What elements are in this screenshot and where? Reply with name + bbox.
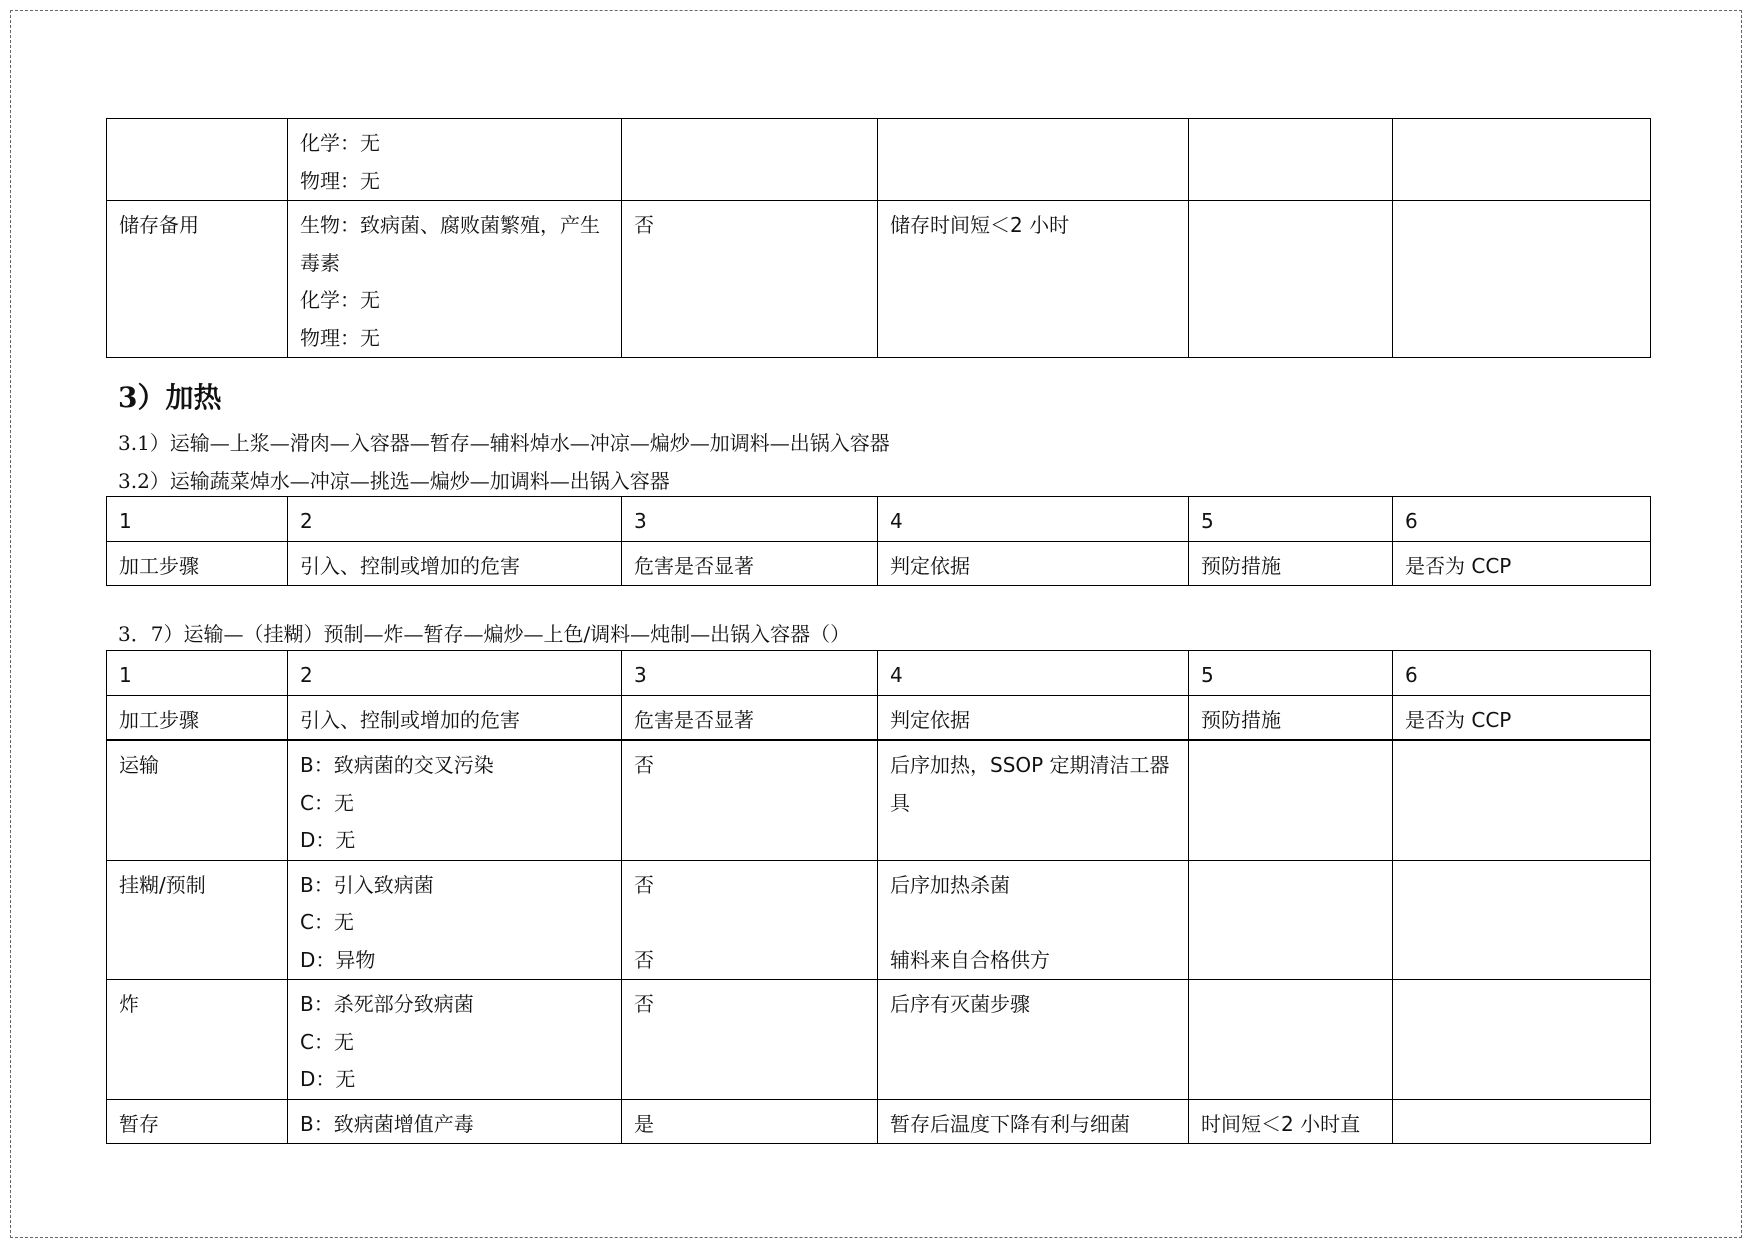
column-number: 5	[1189, 497, 1393, 542]
hazard-table-header-only	[106, 496, 1651, 586]
column-number: 3	[622, 651, 878, 696]
basis-line: 后序加热杀菌	[890, 872, 1010, 897]
hazard-cell	[288, 980, 622, 1100]
column-header: 加工步骤	[107, 541, 288, 586]
hazard-cell	[288, 1099, 622, 1144]
table-row	[107, 860, 1651, 980]
basis-cell	[878, 119, 1189, 201]
ccp-cell	[1393, 201, 1651, 358]
hazard-line: B：引入致病菌	[300, 872, 434, 897]
table-row	[107, 201, 1651, 358]
process-flow-2: 3.2）运输蔬菜焯水—冲凉—挑选—煸炒—加调料—出锅入容器	[118, 469, 670, 493]
column-header: 引入、控制或增加的危害	[288, 695, 622, 740]
hazard-line: C：无	[300, 790, 354, 815]
hazard-line: 化学：无	[300, 131, 380, 155]
step-cell	[107, 119, 288, 201]
step-cell: 炸	[107, 980, 288, 1100]
ccp-cell	[1393, 1099, 1651, 1144]
column-number-row	[107, 651, 1651, 696]
basis-cell	[878, 740, 1189, 860]
section-heading: 3）加热	[118, 381, 222, 414]
basis-line: 后序有灭菌步骤	[890, 992, 1030, 1016]
measures-cell	[1189, 119, 1393, 201]
basis-line: 后序加热，SSOP 定期清洁工器具	[890, 753, 1170, 815]
hazard-line: C：无	[300, 910, 354, 934]
hazard-cell	[288, 740, 622, 860]
hazard-line: C：无	[300, 1029, 354, 1054]
line-spacer	[890, 904, 1176, 942]
column-header-row	[107, 695, 1651, 740]
measures-cell	[1189, 740, 1393, 860]
hazard-line: 生物：致病菌、腐败菌繁殖，产生毒素	[300, 213, 600, 275]
hazard-line: 化学：无	[300, 288, 380, 312]
significance-line: 否	[634, 753, 654, 777]
hazard-cell	[288, 201, 622, 358]
hazard-table-continued	[106, 118, 1651, 358]
measures-cell	[1189, 201, 1393, 358]
table-row	[107, 740, 1651, 860]
ccp-cell	[1393, 119, 1651, 201]
hazard-table-frying	[106, 650, 1651, 1144]
table-row	[107, 980, 1651, 1100]
hazard-line: B：致病菌的交叉污染	[300, 753, 494, 777]
column-number: 4	[878, 651, 1189, 696]
significance-cell: 否	[622, 201, 878, 358]
line-spacer	[634, 904, 865, 942]
significance-cell	[622, 860, 878, 980]
column-header: 引入、控制或增加的危害	[288, 541, 622, 586]
hazard-line: D：异物	[300, 947, 376, 972]
column-number-row	[107, 497, 1651, 542]
basis-cell	[878, 860, 1189, 980]
hazard-line: B：致病菌增值产毒	[300, 1111, 474, 1136]
basis-line: 辅料来自合格供方	[890, 947, 1050, 972]
column-number: 2	[288, 651, 622, 696]
hazard-line: D：无	[300, 828, 356, 852]
column-header: 判定依据	[878, 695, 1189, 740]
column-header: 是否为 CCP	[1393, 541, 1651, 586]
table-row	[107, 119, 1651, 201]
step-cell: 挂糊/预制	[107, 860, 288, 980]
process-flow-3: 3．7）运输—（挂糊）预制—炸—暂存—煸炒—上色/调料—炖制—出锅入容器（）	[118, 622, 851, 646]
significance-cell	[622, 1099, 878, 1144]
significance-line: 否	[634, 872, 654, 897]
column-header: 是否为 CCP	[1393, 695, 1651, 740]
column-number: 6	[1393, 651, 1651, 696]
hazard-line: 物理：无	[300, 168, 380, 193]
column-header: 预防措施	[1189, 541, 1393, 586]
step-cell: 储存备用	[107, 201, 288, 358]
column-header: 加工步骤	[107, 695, 288, 740]
measures-cell	[1189, 860, 1393, 980]
significance-line: 否	[634, 947, 654, 972]
column-number: 2	[288, 497, 622, 542]
column-number: 1	[107, 497, 288, 542]
significance-line: 是	[634, 1111, 654, 1136]
hazard-line: D：无	[300, 1067, 356, 1091]
hazard-line: 物理：无	[300, 325, 380, 350]
column-number: 5	[1189, 651, 1393, 696]
hazard-line: B：杀死部分致病菌	[300, 992, 474, 1016]
column-number: 6	[1393, 497, 1651, 542]
step-cell: 暂存	[107, 1099, 288, 1144]
measures-cell	[1189, 980, 1393, 1100]
column-header-row	[107, 541, 1651, 586]
significance-cell	[622, 740, 878, 860]
column-header: 判定依据	[878, 541, 1189, 586]
basis-line: 暂存后温度下降有利与细菌	[890, 1111, 1130, 1136]
ccp-cell	[1393, 740, 1651, 860]
significance-line: 否	[634, 992, 654, 1016]
step-cell: 运输	[107, 740, 288, 860]
ccp-cell	[1393, 980, 1651, 1100]
measures-cell	[1189, 1099, 1393, 1144]
table-row	[107, 1099, 1651, 1144]
significance-cell	[622, 119, 878, 201]
hazard-cell	[288, 860, 622, 980]
significance-cell	[622, 980, 878, 1100]
measures-line: 时间短＜2 小时直	[1201, 1111, 1361, 1136]
column-number: 4	[878, 497, 1189, 542]
column-header: 预防措施	[1189, 695, 1393, 740]
ccp-cell	[1393, 860, 1651, 980]
column-number: 1	[107, 651, 288, 696]
basis-cell	[878, 1099, 1189, 1144]
basis-cell	[878, 980, 1189, 1100]
column-header: 危害是否显著	[622, 695, 878, 740]
column-number: 3	[622, 497, 878, 542]
column-header: 危害是否显著	[622, 541, 878, 586]
basis-cell: 储存时间短＜2 小时	[878, 201, 1189, 358]
process-flow-1: 3.1）运输—上浆—滑肉—入容器—暂存—辅料焯水—冲凉—煸炒—加调料—出锅入容器	[118, 431, 890, 455]
hazard-cell	[288, 119, 622, 201]
